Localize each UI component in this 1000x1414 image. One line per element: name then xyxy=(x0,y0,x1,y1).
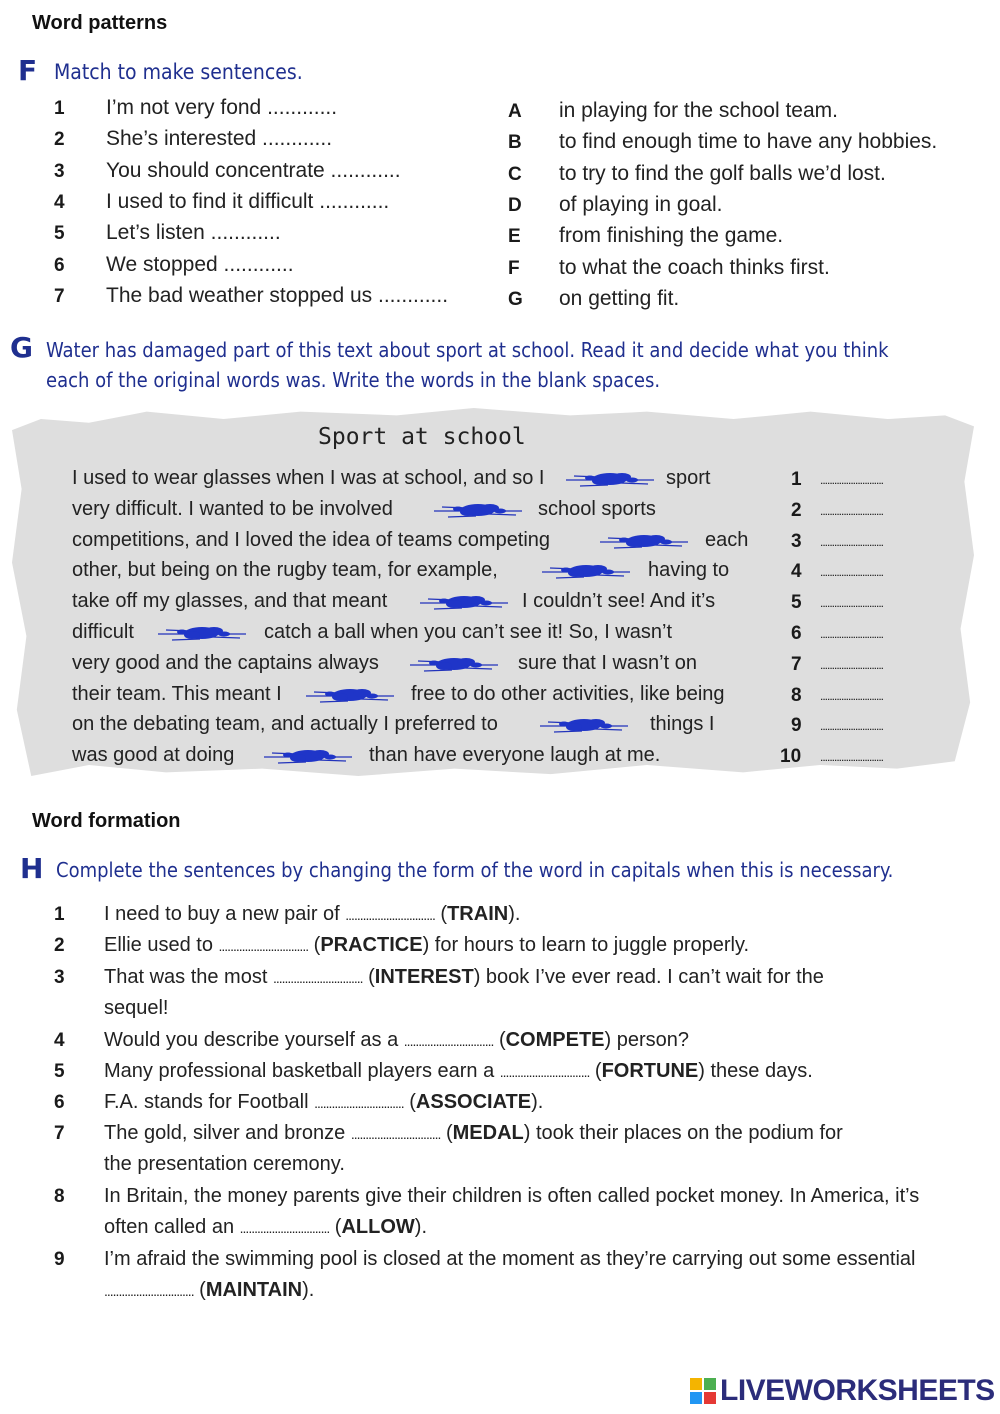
h-item-text: The gold, silver and bronze xyxy=(104,1122,351,1144)
h-item-sentence: That was the most ............................... (INTEREST) book I’ve ever read. I can’t wait for the xyxy=(104,966,824,988)
h-item-number: 4 xyxy=(54,1030,65,1051)
damaged-line-text: I used to wear glasses when I was at school, and so I xyxy=(72,467,545,489)
f-option-letter: B xyxy=(508,132,522,154)
h-item-text: F.A. stands for Football xyxy=(104,1091,315,1113)
h-item-sentence: F.A. stands for Football ............................... (ASSOCIATE). xyxy=(104,1091,544,1113)
answer-blank: ........................... xyxy=(820,596,884,611)
h-item-blank: ............................... xyxy=(272,970,363,986)
h-item-text: . xyxy=(514,903,521,925)
f-item-number: 2 xyxy=(54,129,65,151)
h-item-capital-word: MAINTAIN xyxy=(205,1279,303,1301)
answer-blank: ........................... xyxy=(820,688,884,703)
f-item-number: 5 xyxy=(54,223,65,245)
h-item-number: 9 xyxy=(54,1249,65,1270)
damaged-line-text: difficult xyxy=(72,621,134,643)
f-item-number: 6 xyxy=(54,254,65,276)
f-option-text: to what the coach thinks first. xyxy=(559,255,830,279)
f-option-text: to find enough time to have any hobbies. xyxy=(559,130,938,154)
answer-blank: ........................... xyxy=(820,534,884,549)
damaged-line-text: on the debating team, and actually I preferred to xyxy=(72,713,498,736)
h-item-capital-word: MEDAL xyxy=(452,1122,524,1144)
h-item-number: 8 xyxy=(54,1186,65,1207)
f-item-text: I’m not very fond ............ xyxy=(106,96,338,119)
answer-number: 8 xyxy=(791,684,802,706)
damaged-line-text: very difficult. I wanted to be involved xyxy=(72,497,393,520)
ink-splat-icon xyxy=(536,558,636,584)
h-item-sentence: ............................... (MAINTAIN). xyxy=(104,1279,315,1301)
f-item-number: 3 xyxy=(54,160,65,182)
h-item-text: for hours to learn to juggle properly. xyxy=(429,934,750,956)
f-item-text: I used to find it difficult ............ xyxy=(106,189,390,213)
ink-splat-icon xyxy=(404,651,504,677)
h-item-sentence: The gold, silver and bronze ............................... (MEDAL) took their places on the podium for xyxy=(104,1122,843,1144)
answer-number: 7 xyxy=(791,653,802,675)
logo-icon xyxy=(690,1378,716,1404)
f-option-text: on getting fit. xyxy=(559,286,680,310)
h-item-capital-word: FORTUNE xyxy=(601,1060,699,1082)
f-option-letter: D xyxy=(508,194,522,216)
h-item-text: Ellie used to xyxy=(104,934,219,956)
section-g-instruction-2: each of the original words was. Write the words in the blank spaces. xyxy=(46,368,661,392)
ink-splat-icon xyxy=(258,743,358,769)
h-item-blank: ............................... xyxy=(218,938,309,954)
logo-square-icon xyxy=(704,1392,716,1404)
damaged-line-text: take off my glasses, and that meant xyxy=(72,590,388,613)
damaged-line-text: things I xyxy=(650,713,715,736)
h-item-capital-word: COMPETE xyxy=(505,1029,605,1051)
h-item-number: 2 xyxy=(54,935,65,956)
h-item-text: these days. xyxy=(704,1060,813,1082)
h-item-text: I’m afraid the swimming pool is closed at the moment as they’re carrying out some essential xyxy=(104,1248,916,1270)
ink-splat-icon xyxy=(534,712,634,738)
f-option-letter: A xyxy=(508,101,522,122)
h-item-text: Many professional basketball players earn a xyxy=(104,1060,500,1082)
h-item-blank: ............................... xyxy=(345,907,435,923)
h-item-number: 5 xyxy=(54,1061,65,1082)
h-item-blank: ............................... xyxy=(104,1283,194,1299)
damaged-line-text: free to do other activities, like being xyxy=(411,682,725,705)
h-item-text: the presentation ceremony. xyxy=(104,1153,345,1175)
ink-splat-icon xyxy=(560,466,660,492)
damaged-line-text: was good at doing xyxy=(72,744,235,767)
f-option-letter: E xyxy=(508,226,521,248)
h-item-sentence: Many professional basketball players earn a ............................... (FORTUNE) these days. xyxy=(104,1060,813,1082)
logo-square-icon xyxy=(690,1378,702,1390)
logo-text: LIVEWORKSHEETS xyxy=(720,1374,995,1407)
h-item-capital-word: PRACTICE xyxy=(320,934,423,956)
section-g-letter: G xyxy=(10,331,33,364)
damaged-line-text: school sports xyxy=(538,497,656,520)
f-item-number: 7 xyxy=(54,285,65,307)
h-item-text: Would you describe yourself as a xyxy=(104,1029,404,1051)
f-option-letter: F xyxy=(508,257,520,279)
h-item-capital-word: TRAIN xyxy=(447,903,509,925)
h-item-blank: ............................... xyxy=(403,1033,494,1049)
f-item-text: You should concentrate ............ xyxy=(106,158,401,182)
liveworksheets-logo xyxy=(690,1374,995,1408)
f-item-number: 4 xyxy=(54,191,65,213)
damaged-line-text: sport xyxy=(666,467,711,489)
h-item-blank: ............................... xyxy=(239,1220,330,1236)
f-option-text: of playing in goal. xyxy=(559,192,723,216)
h-item-number: 6 xyxy=(54,1092,65,1113)
h-item-text: . xyxy=(308,1279,315,1301)
f-item-number: 1 xyxy=(54,98,65,119)
h-item-blank: ............................... xyxy=(314,1095,404,1111)
h-item-text: That was the most xyxy=(104,966,273,988)
section-g-instruction-1: Water has damaged part of this text about sport at school. Read it and decide what you think xyxy=(46,338,889,362)
h-item-text: sequel! xyxy=(104,997,169,1019)
ink-splat-icon xyxy=(300,682,400,708)
ink-splat-icon xyxy=(152,620,252,646)
h-item-text: . xyxy=(537,1091,544,1113)
section-h-instruction: Complete the sentences by changing the form of the word in capitals when this is necessary. xyxy=(56,858,894,882)
answer-number: 1 xyxy=(791,469,802,490)
damaged-line-text: other, but being on the rugby team, for example, xyxy=(72,559,498,582)
answer-number: 9 xyxy=(791,715,802,737)
answer-blank: ........................... xyxy=(820,657,884,672)
h-item-text: book I’ve ever read. I can’t wait for the xyxy=(480,966,824,988)
damaged-line-text: their team. This meant I xyxy=(72,682,282,705)
damaged-line-text: each xyxy=(705,528,749,551)
section-f-instruction: Match to make sentences. xyxy=(54,60,303,84)
damaged-line-text: I couldn’t see! And it’s xyxy=(522,590,716,613)
ink-splat-icon xyxy=(428,497,528,523)
h-item-text: person? xyxy=(611,1029,690,1051)
f-option-letter: C xyxy=(508,163,522,185)
ink-splat-icon xyxy=(594,528,694,554)
h-item-number: 3 xyxy=(54,967,65,988)
answer-number: 2 xyxy=(791,499,802,521)
f-item-text: We stopped ............ xyxy=(106,252,294,276)
answer-blank: ........................... xyxy=(820,750,884,765)
h-item-text: often called an xyxy=(104,1216,240,1238)
f-item-text: Let’s listen ............ xyxy=(106,221,281,245)
damaged-line-text: catch a ball when you can’t see it! So, I wasn’t xyxy=(264,621,672,643)
damaged-line-text: very good and the captains always xyxy=(72,651,379,674)
ink-splat-icon xyxy=(414,589,514,615)
h-item-text: I need to buy a new pair of xyxy=(104,903,346,925)
answer-blank: ........................... xyxy=(820,503,884,518)
h-item-blank: ............................... xyxy=(350,1126,441,1142)
word-patterns-heading: Word patterns xyxy=(32,12,168,34)
h-item-blank: ............................... xyxy=(499,1064,590,1080)
f-option-letter: G xyxy=(508,288,523,310)
damaged-line-text: having to xyxy=(648,559,730,582)
f-item-text: She’s interested ............ xyxy=(106,127,333,151)
f-option-text: from finishing the game. xyxy=(559,224,784,248)
h-item-number: 1 xyxy=(54,904,65,925)
h-item-sentence: I need to buy a new pair of ............................... (TRAIN). xyxy=(104,903,521,925)
section-f-letter: F xyxy=(18,54,38,87)
answer-blank: ........................... xyxy=(820,473,884,487)
logo-square-icon xyxy=(704,1378,716,1390)
h-item-text: In Britain, the money parents give their children is often called pocket money. In America, it’s xyxy=(104,1185,920,1207)
h-item-capital-word: INTEREST xyxy=(374,966,474,988)
damaged-line-text: than have everyone laugh at me. xyxy=(369,744,661,767)
answer-number: 5 xyxy=(791,592,802,614)
h-item-sentence: Ellie used to ............................... (PRACTICE) for hours to learn to juggle properly. xyxy=(104,934,750,956)
answer-blank: ........................... xyxy=(820,565,884,580)
answer-blank: ........................... xyxy=(820,627,884,641)
h-item-capital-word: ALLOW xyxy=(341,1216,415,1238)
h-item-number: 7 xyxy=(54,1123,65,1144)
answer-number: 6 xyxy=(791,623,802,644)
f-item-text: The bad weather stopped us ............ xyxy=(106,283,449,307)
damaged-line-text: competitions, and I loved the idea of teams competing xyxy=(72,528,551,551)
sport-at-school-title: Sport at school xyxy=(318,424,526,450)
h-item-sentence: often called an ............................... (ALLOW). xyxy=(104,1216,428,1238)
f-option-text: to try to find the golf balls we’d lost. xyxy=(559,161,886,185)
answer-number: 3 xyxy=(791,530,802,552)
h-item-capital-word: ASSOCIATE xyxy=(415,1091,532,1113)
logo-square-icon xyxy=(690,1392,702,1404)
answer-blank: ........................... xyxy=(820,719,884,734)
damaged-line-text: sure that I wasn’t on xyxy=(518,651,697,674)
h-item-text: took their places on the podium for xyxy=(530,1122,843,1144)
answer-number: 10 xyxy=(780,746,802,768)
f-option-text: in playing for the school team. xyxy=(559,99,838,122)
word-formation-heading: Word formation xyxy=(32,810,181,832)
answer-number: 4 xyxy=(791,561,802,583)
h-item-text: . xyxy=(421,1216,428,1238)
section-h-letter: H xyxy=(20,852,44,885)
h-item-sentence: Would you describe yourself as a ............................... (COMPETE) person? xyxy=(104,1029,690,1051)
